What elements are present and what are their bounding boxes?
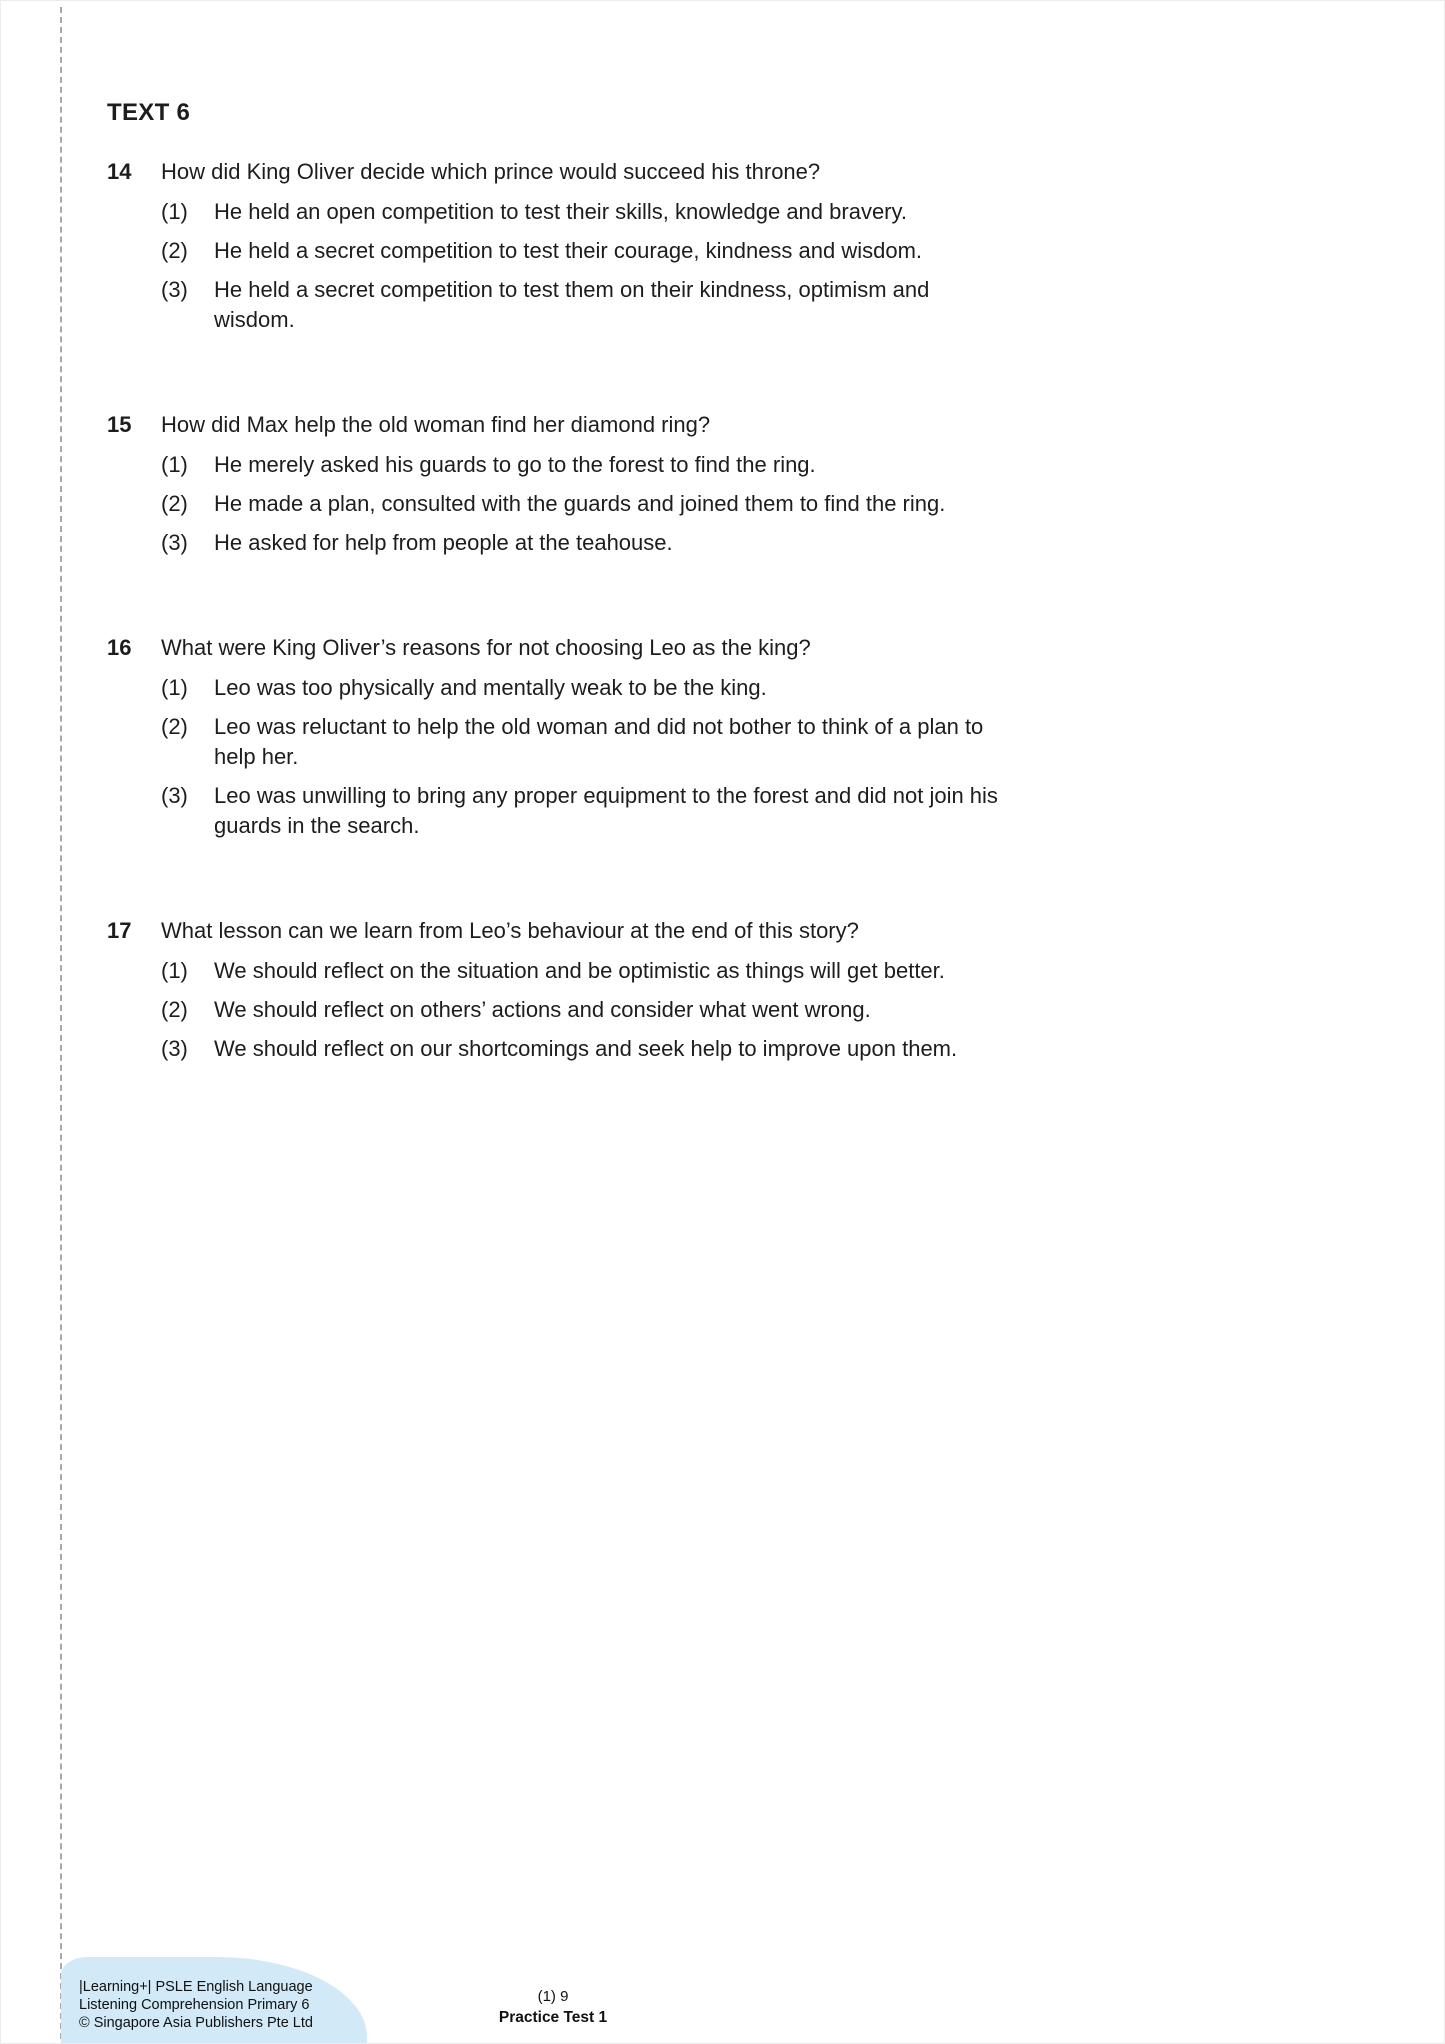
cut-dashed-line — [60, 7, 62, 2039]
imprint-line-1: |Learning+| PSLE English Language — [79, 1979, 313, 1995]
answer-option — [161, 450, 1037, 480]
option-text: He held a secret competition to test their courage, kindness and wisdom. — [214, 238, 923, 263]
page-number: (1) 9 — [537, 1988, 569, 2005]
question-14 — [107, 157, 1037, 344]
question-number: 17 — [107, 918, 132, 943]
option-label: (2) — [161, 997, 188, 1022]
imprint-line-3: © Singapore Asia Publishers Pte Ltd — [79, 2015, 313, 2031]
option-text: Leo was reluctant to help the old woman and did not bother to think of a plan to help her. — [214, 714, 984, 769]
option-label: (3) — [161, 1036, 188, 1061]
question-body — [161, 916, 1037, 1073]
question-body — [161, 633, 1037, 850]
option-text: He held a secret competition to test them on their kindness, optimism and wisdom. — [214, 277, 930, 332]
answer-option — [161, 712, 1037, 772]
question-body — [161, 410, 1037, 567]
answer-option — [161, 489, 1037, 519]
option-label: (1) — [161, 452, 188, 477]
answer-option — [161, 275, 1037, 335]
answer-option — [161, 197, 1037, 227]
option-text: He asked for help from people at the teahouse. — [214, 530, 673, 555]
question-16 — [107, 633, 1037, 850]
option-label: (1) — [161, 675, 188, 700]
page-content — [107, 99, 1037, 1073]
option-label: (3) — [161, 783, 188, 808]
question-text: What were King Oliver’s reasons for not choosing Leo as the king? — [161, 635, 811, 660]
option-text: He merely asked his guards to go to the forest to find the ring. — [214, 452, 816, 477]
option-label: (1) — [161, 958, 188, 983]
option-label: (2) — [161, 238, 188, 263]
answer-option — [161, 1034, 1037, 1064]
option-text: We should reflect on our shortcomings and seek help to improve upon them. — [214, 1036, 958, 1061]
option-text: He held an open competition to test their skills, knowledge and bravery. — [214, 199, 907, 224]
option-text: We should reflect on the situation and be optimistic as things will get better. — [214, 958, 945, 983]
question-number: 16 — [107, 635, 132, 660]
imprint-line-2: Listening Comprehension Primary 6 — [79, 1997, 310, 2013]
question-number: 15 — [107, 412, 132, 437]
question-text: How did Max help the old woman find her diamond ring? — [161, 412, 711, 437]
option-label: (3) — [161, 530, 188, 555]
option-text: He made a plan, consulted with the guards and joined them to find the ring. — [214, 491, 946, 516]
question-body — [161, 157, 1037, 344]
section-title: TEXT 6 — [107, 99, 191, 126]
option-label: (2) — [161, 491, 188, 516]
answer-option — [161, 673, 1037, 703]
answer-option — [161, 956, 1037, 986]
option-text: Leo was unwilling to bring any proper equipment to the forest and did not join his guards in the search. — [214, 783, 998, 838]
option-label: (3) — [161, 277, 188, 302]
footer-center — [453, 1986, 653, 2028]
question-text: How did King Oliver decide which prince would succeed his throne? — [161, 159, 821, 184]
publisher-imprint — [79, 1978, 313, 2032]
answer-option — [161, 236, 1037, 266]
question-15 — [107, 410, 1037, 567]
option-label: (1) — [161, 199, 188, 224]
option-label: (2) — [161, 714, 188, 739]
option-text: Leo was too physically and mentally weak to be the king. — [214, 675, 767, 700]
question-17 — [107, 916, 1037, 1073]
answer-option — [161, 528, 1037, 558]
question-number: 14 — [107, 159, 132, 184]
question-text: What lesson can we learn from Leo’s behaviour at the end of this story? — [161, 918, 859, 943]
practice-test-label: Practice Test 1 — [498, 2009, 608, 2026]
option-text: We should reflect on others’ actions and consider what went wrong. — [214, 997, 871, 1022]
answer-option — [161, 781, 1037, 841]
answer-option — [161, 995, 1037, 1025]
